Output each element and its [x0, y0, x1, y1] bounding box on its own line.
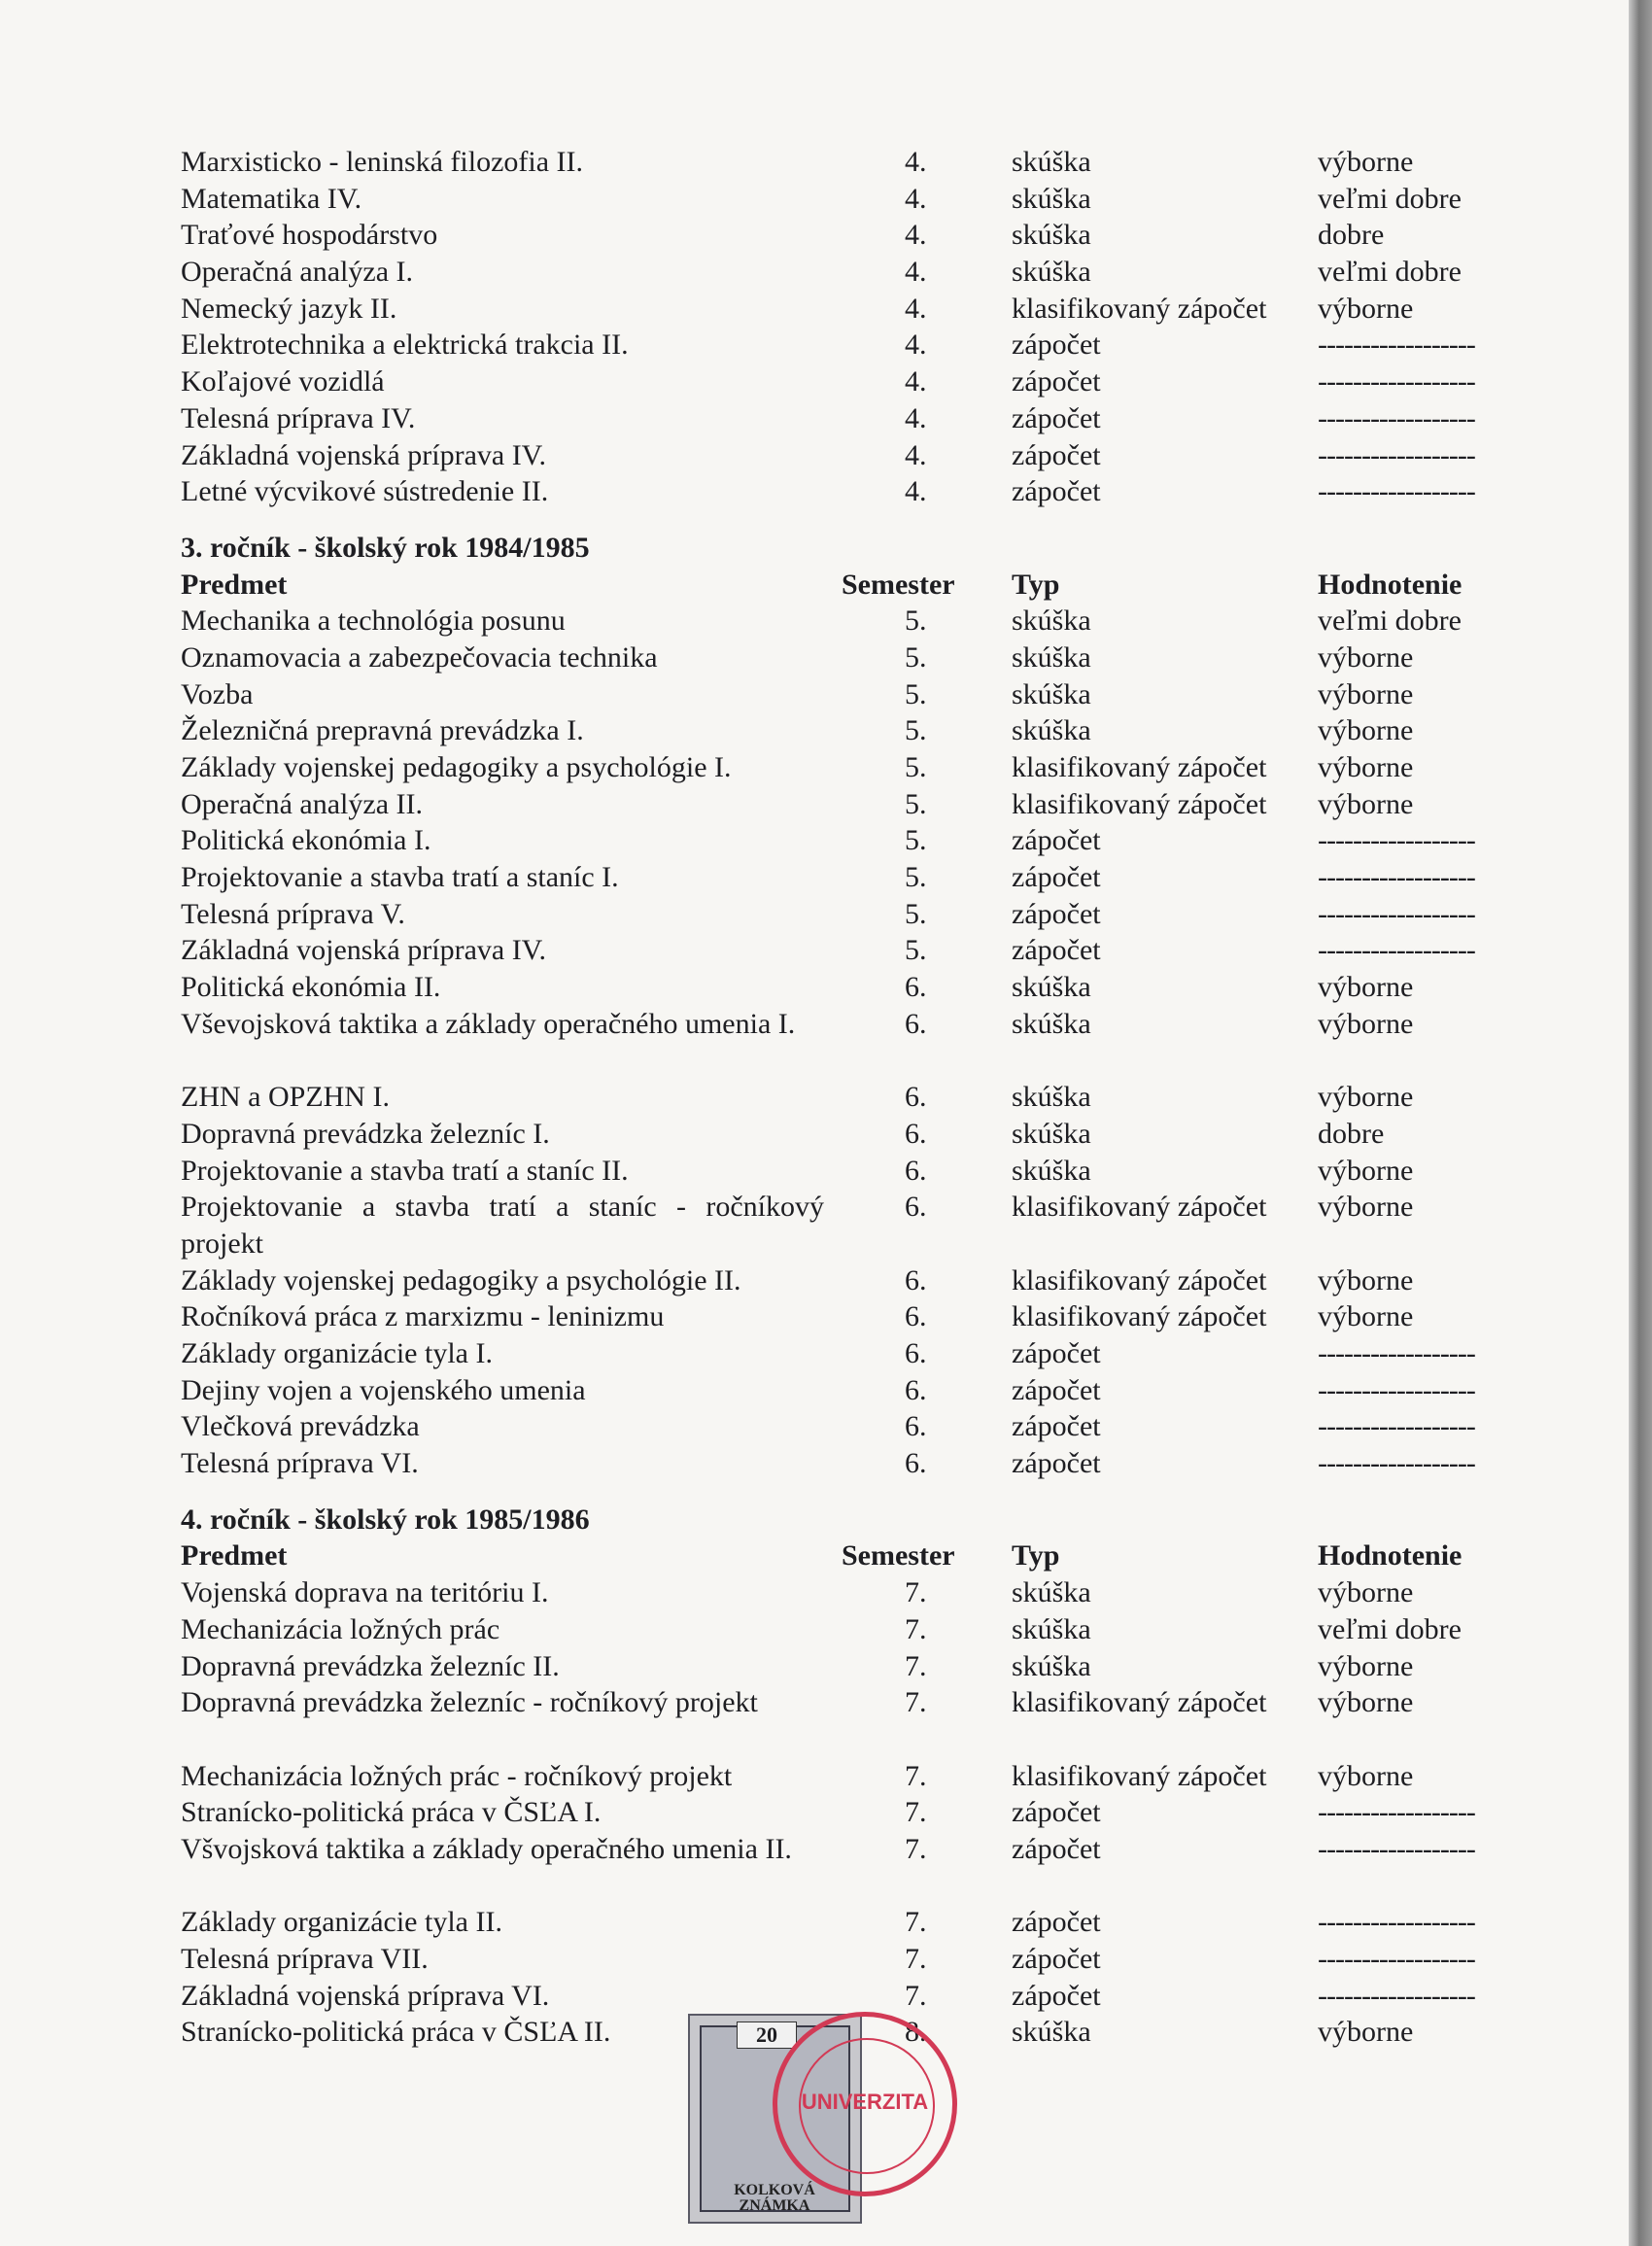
grade-cell: ------------------ [1318, 1979, 1475, 2012]
grade-cell: ------------------ [1318, 1832, 1475, 1865]
table-row [181, 1408, 1522, 1445]
table-row [181, 1189, 1522, 1261]
subject-cell: Ročníková práca z marxizmu - leninizmu [181, 1300, 665, 1333]
table-row [181, 1904, 1522, 1941]
subject-cell: Telesná príprava V. [181, 897, 405, 930]
subject-cell: Operačná analýza I. [181, 256, 414, 289]
type-cell: klasifikovaný zápočet [1012, 1191, 1267, 1224]
grade-cell: ------------------ [1318, 1447, 1475, 1480]
type-cell: skúška [1012, 2016, 1091, 2049]
subject-cell: Vojenská doprava na teritóriu I. [181, 1576, 549, 1609]
type-cell: skúška [1012, 1007, 1091, 1040]
stamp-label: KOLKOVÁ ZNÁMKA [734, 2182, 815, 2214]
grade-cell: výborne [1318, 677, 1414, 710]
grade-cell: veľmi dobre [1318, 1612, 1462, 1645]
semester-cell: 4. [905, 328, 927, 362]
subject-cell: Základy vojenskej pedagogiky a psychológie II. [181, 1263, 741, 1296]
semester-cell: 6. [905, 1154, 927, 1187]
header-subject: Predmet [181, 1539, 288, 1572]
subject-cell: Projektovanie a stavba tratí a staníc - ročníkový projekt [181, 1191, 824, 1260]
header-type: Typ [1012, 1539, 1060, 1572]
subject-cell: Matematika IV. [181, 182, 362, 215]
semester-cell: 6. [905, 1410, 927, 1443]
table-row [181, 1335, 1522, 1372]
semester-cell: 5. [905, 677, 927, 710]
table-row [181, 363, 1522, 400]
type-cell: klasifikovaný zápočet [1012, 1300, 1267, 1333]
header-grade: Hodnotenie [1318, 568, 1463, 601]
type-cell: skúška [1012, 1649, 1091, 1682]
subject-cell: Nemecký jazyk II. [181, 292, 397, 325]
subject-cell: Vlečková prevádzka [181, 1410, 420, 1443]
section-title-text: 4. ročník - školský rok 1985/1986 [181, 1503, 590, 1536]
grade-cell: ------------------ [1318, 365, 1475, 398]
type-cell: skúška [1012, 256, 1091, 289]
semester-cell: 4. [905, 219, 927, 252]
semester-cell: 5. [905, 861, 927, 894]
semester-cell: 7. [905, 1759, 927, 1792]
table-row [181, 1941, 1522, 1978]
subject-cell: Telesná príprava VII. [181, 1943, 429, 1976]
semester-cell: 6. [905, 971, 927, 1004]
type-cell: klasifikovaný zápočet [1012, 1263, 1267, 1296]
type-cell: zápočet [1012, 438, 1101, 471]
semester-cell: 7. [905, 1906, 927, 1939]
grade-cell: veľmi dobre [1318, 256, 1462, 289]
table-row [181, 1648, 1522, 1685]
subject-cell: Železničná prepravná prevádzka I. [181, 714, 584, 747]
grade-cell: výborne [1318, 1649, 1414, 1682]
subject-cell: Mechanika a technológia posunu [181, 605, 566, 638]
semester-cell: 4. [905, 365, 927, 398]
semester-cell: 7. [905, 1832, 927, 1865]
type-cell: skúška [1012, 605, 1091, 638]
type-cell: zápočet [1012, 824, 1101, 857]
semester-cell: 4. [905, 182, 927, 215]
semester-cell: 6. [905, 1263, 927, 1296]
subject-cell: Dopravná prevádzka železníc I. [181, 1117, 550, 1150]
table-row [181, 1079, 1522, 1116]
grade-cell: veľmi dobre [1318, 605, 1462, 638]
grade-cell: výborne [1318, 714, 1414, 747]
subject-cell: Základná vojenská príprava VI. [181, 1979, 550, 2012]
type-cell: zápočet [1012, 897, 1101, 930]
table-row [181, 1006, 1522, 1079]
subject-cell: Elektrotechnika a elektrická trakcia II. [181, 328, 629, 362]
type-cell: klasifikovaný zápočet [1012, 751, 1267, 783]
type-cell: zápočet [1012, 1796, 1101, 1829]
semester-cell: 6. [905, 1191, 927, 1224]
seal-text: UNIVERZITA [801, 2090, 929, 2114]
subject-cell: Základy organizácie tyla I. [181, 1337, 493, 1370]
table-row [181, 969, 1522, 1006]
university-seal [773, 2012, 957, 2196]
type-cell: zápočet [1012, 1832, 1101, 1865]
subject-cell: Traťové hospodárstvo [181, 219, 438, 252]
grades-sheet [181, 144, 1522, 2051]
grade-cell: ------------------ [1318, 1337, 1475, 1370]
section-title-text: 3. ročník - školský rok 1984/1985 [181, 531, 590, 564]
grade-cell: výborne [1318, 1576, 1414, 1609]
table-row [181, 473, 1522, 510]
type-cell: skúška [1012, 1154, 1091, 1187]
grade-cell: ------------------ [1318, 934, 1475, 967]
type-cell: zápočet [1012, 365, 1101, 398]
grade-cell: ------------------ [1318, 897, 1475, 930]
semester-cell: 6. [905, 1007, 927, 1040]
semester-cell: 4. [905, 146, 927, 178]
grade-cell: výborne [1318, 2016, 1414, 2049]
subject-cell: Politická ekonómia I. [181, 824, 431, 857]
semester-cell: 5. [905, 751, 927, 783]
table-row [181, 327, 1522, 363]
subject-cell: Všvojsková taktika a základy operačného umenia II. [181, 1832, 792, 1865]
subject-cell: Oznamovacia a zabezpečovacia technika [181, 640, 658, 674]
type-cell: zápočet [1012, 1979, 1101, 2012]
header-semester: Semester [842, 568, 955, 601]
subject-cell: Koľajové vozidlá [181, 365, 385, 398]
grade-cell: ------------------ [1318, 1410, 1475, 1443]
grade-cell: ------------------ [1318, 401, 1475, 434]
table-row [181, 400, 1522, 437]
grade-cell: výborne [1318, 1007, 1414, 1040]
subject-cell: Dopravná prevádzka železníc II. [181, 1649, 560, 1682]
table-header [181, 567, 1522, 604]
grade-cell: ------------------ [1318, 1796, 1475, 1829]
semester-cell: 6. [905, 1447, 927, 1480]
semester-cell: 6. [905, 1117, 927, 1150]
semester-cell: 4. [905, 292, 927, 325]
grade-cell: výborne [1318, 640, 1414, 674]
subject-cell: Vševojsková taktika a základy operačného umenia I. [181, 1007, 796, 1040]
header-type: Typ [1012, 568, 1060, 601]
subject-cell: Projektovanie a stavba tratí a staníc II. [181, 1154, 629, 1187]
table-row [181, 932, 1522, 969]
subject-cell: Vozba [181, 677, 254, 710]
semester-cell: 4. [905, 438, 927, 471]
type-cell: klasifikovaný zápočet [1012, 292, 1267, 325]
table-row [181, 749, 1522, 786]
type-cell: zápočet [1012, 328, 1101, 362]
grade-cell: ------------------ [1318, 1906, 1475, 1939]
subject-cell: Mechanizácia ložných prác - ročníkový projekt [181, 1759, 733, 1792]
grade-cell: výborne [1318, 1154, 1414, 1187]
section-gap [181, 510, 1522, 530]
semester-cell: 5. [905, 714, 927, 747]
table-row [181, 786, 1522, 823]
header-subject: Predmet [181, 568, 288, 601]
type-cell: skúška [1012, 677, 1091, 710]
type-cell: skúška [1012, 219, 1091, 252]
table-row [181, 859, 1522, 896]
section-title [181, 530, 1522, 567]
semester-cell: 4. [905, 475, 927, 508]
table-row [181, 712, 1522, 749]
grade-cell: výborne [1318, 292, 1414, 325]
type-cell: skúška [1012, 1081, 1091, 1114]
table-row [181, 1794, 1522, 1831]
table-row [181, 1262, 1522, 1299]
semester-cell: 7. [905, 1943, 927, 1976]
semester-cell: 5. [905, 824, 927, 857]
subject-cell: Stranícko-politická práca v ČSĽA I. [181, 1796, 602, 1829]
table-row [181, 896, 1522, 933]
semester-cell: 7. [905, 1649, 927, 1682]
subject-cell: Projektovanie a stavba tratí a staníc I. [181, 861, 619, 894]
subject-cell: Základná vojenská príprava IV. [181, 438, 546, 471]
subject-cell: Dejiny vojen a vojenského umenia [181, 1373, 586, 1406]
type-cell: skúška [1012, 714, 1091, 747]
semester-cell: 7. [905, 1686, 927, 1719]
grade-cell: výborne [1318, 1081, 1414, 1114]
grade-cell: ------------------ [1318, 861, 1475, 894]
table-row [181, 1611, 1522, 1648]
table-row [181, 676, 1522, 713]
semester-cell: 5. [905, 897, 927, 930]
table-row [181, 1978, 1522, 2015]
section-gap [181, 1482, 1522, 1502]
table-row [181, 639, 1522, 676]
semester-cell: 5. [905, 787, 927, 820]
type-cell: zápočet [1012, 1943, 1101, 1976]
type-cell: skúška [1012, 1576, 1091, 1609]
table-row [181, 254, 1522, 291]
semester-cell: 6. [905, 1373, 927, 1406]
grade-cell: dobre [1318, 219, 1385, 252]
stamp-value: 20 [737, 2021, 797, 2049]
grade-cell: ------------------ [1318, 1373, 1475, 1406]
subject-cell: Operačná analýza II. [181, 787, 423, 820]
type-cell: zápočet [1012, 1906, 1101, 1939]
type-cell: zápočet [1012, 1447, 1101, 1480]
semester-cell: 4. [905, 401, 927, 434]
type-cell: klasifikovaný zápočet [1012, 787, 1267, 820]
subject-cell: Telesná príprava IV. [181, 401, 416, 434]
semester-cell: 7. [905, 1796, 927, 1829]
subject-cell: Základy organizácie tyla II. [181, 1906, 502, 1939]
semester-cell: 5. [905, 640, 927, 674]
type-cell: klasifikovaný zápočet [1012, 1759, 1267, 1792]
type-cell: zápočet [1012, 401, 1101, 434]
grade-cell: výborne [1318, 1686, 1414, 1719]
table-row [181, 1153, 1522, 1190]
type-cell: zápočet [1012, 1373, 1101, 1406]
subject-cell: Mechanizácia ložných prác [181, 1612, 500, 1645]
semester-cell: 6. [905, 1081, 927, 1114]
grade-cell: výborne [1318, 1191, 1414, 1224]
table-row [181, 437, 1522, 474]
type-cell: zápočet [1012, 934, 1101, 967]
table-row [181, 181, 1522, 218]
table-row [181, 1831, 1522, 1904]
subject-cell: Telesná príprava VI. [181, 1447, 419, 1480]
grade-cell: výborne [1318, 1300, 1414, 1333]
header-grade: Hodnotenie [1318, 1539, 1463, 1572]
table-row [181, 217, 1522, 254]
grade-cell: dobre [1318, 1117, 1385, 1150]
type-cell: skúška [1012, 182, 1091, 215]
table-row [181, 1116, 1522, 1153]
type-cell: zápočet [1012, 475, 1101, 508]
table-header [181, 1538, 1522, 1574]
scan-edge-shadow [1629, 0, 1652, 2246]
semester-cell: 5. [905, 934, 927, 967]
type-cell: skúška [1012, 1117, 1091, 1150]
table-row [181, 1684, 1522, 1757]
subject-cell: Letné výcvikové sústredenie II. [181, 475, 549, 508]
semester-cell: 8. [905, 2016, 927, 2049]
table-row [181, 1758, 1522, 1795]
semester-cell: 7. [905, 1576, 927, 1609]
type-cell: zápočet [1012, 1410, 1101, 1443]
grade-cell: výborne [1318, 787, 1414, 820]
semester-cell: 4. [905, 256, 927, 289]
subject-cell: Stranícko-politická práca v ČSĽA II. [181, 2016, 611, 2049]
semester-cell: 7. [905, 1612, 927, 1645]
type-cell: skúška [1012, 971, 1091, 1004]
semester-cell: 6. [905, 1337, 927, 1370]
grade-cell: ------------------ [1318, 824, 1475, 857]
subject-cell: ZHN a OPZHN I. [181, 1081, 390, 1114]
grade-cell: ------------------ [1318, 438, 1475, 471]
grade-cell: ------------------ [1318, 475, 1475, 508]
table-row [181, 822, 1522, 859]
subject-cell: Základná vojenská príprava IV. [181, 934, 546, 967]
subject-cell: Dopravná prevádzka železníc - ročníkový projekt [181, 1686, 758, 1719]
table-row [181, 1574, 1522, 1611]
grade-cell: výborne [1318, 751, 1414, 783]
type-cell: skúška [1012, 146, 1091, 178]
type-cell: zápočet [1012, 1337, 1101, 1370]
type-cell: skúška [1012, 640, 1091, 674]
semester-cell: 5. [905, 605, 927, 638]
type-cell: klasifikovaný zápočet [1012, 1686, 1267, 1719]
semester-cell: 7. [905, 1979, 927, 2012]
table-row [181, 1445, 1522, 1482]
table-row [181, 603, 1522, 639]
grade-cell: výborne [1318, 146, 1414, 178]
grade-cell: ------------------ [1318, 1943, 1475, 1976]
table-row [181, 144, 1522, 181]
grade-cell: výborne [1318, 1759, 1414, 1792]
subject-cell: Základy vojenskej pedagogiky a psychológie I. [181, 751, 732, 783]
table-row [181, 1298, 1522, 1335]
header-semester: Semester [842, 1539, 955, 1572]
grade-cell: výborne [1318, 971, 1414, 1004]
section-title [181, 1502, 1522, 1538]
grade-cell: veľmi dobre [1318, 182, 1462, 215]
grade-cell: výborne [1318, 1263, 1414, 1296]
type-cell: zápočet [1012, 861, 1101, 894]
table-row [181, 1372, 1522, 1409]
subject-cell: Marxisticko - leninská filozofia II. [181, 146, 584, 178]
subject-cell: Politická ekonómia II. [181, 971, 441, 1004]
type-cell: skúška [1012, 1612, 1091, 1645]
semester-cell: 6. [905, 1300, 927, 1333]
table-row [181, 291, 1522, 328]
grade-cell: ------------------ [1318, 328, 1475, 362]
